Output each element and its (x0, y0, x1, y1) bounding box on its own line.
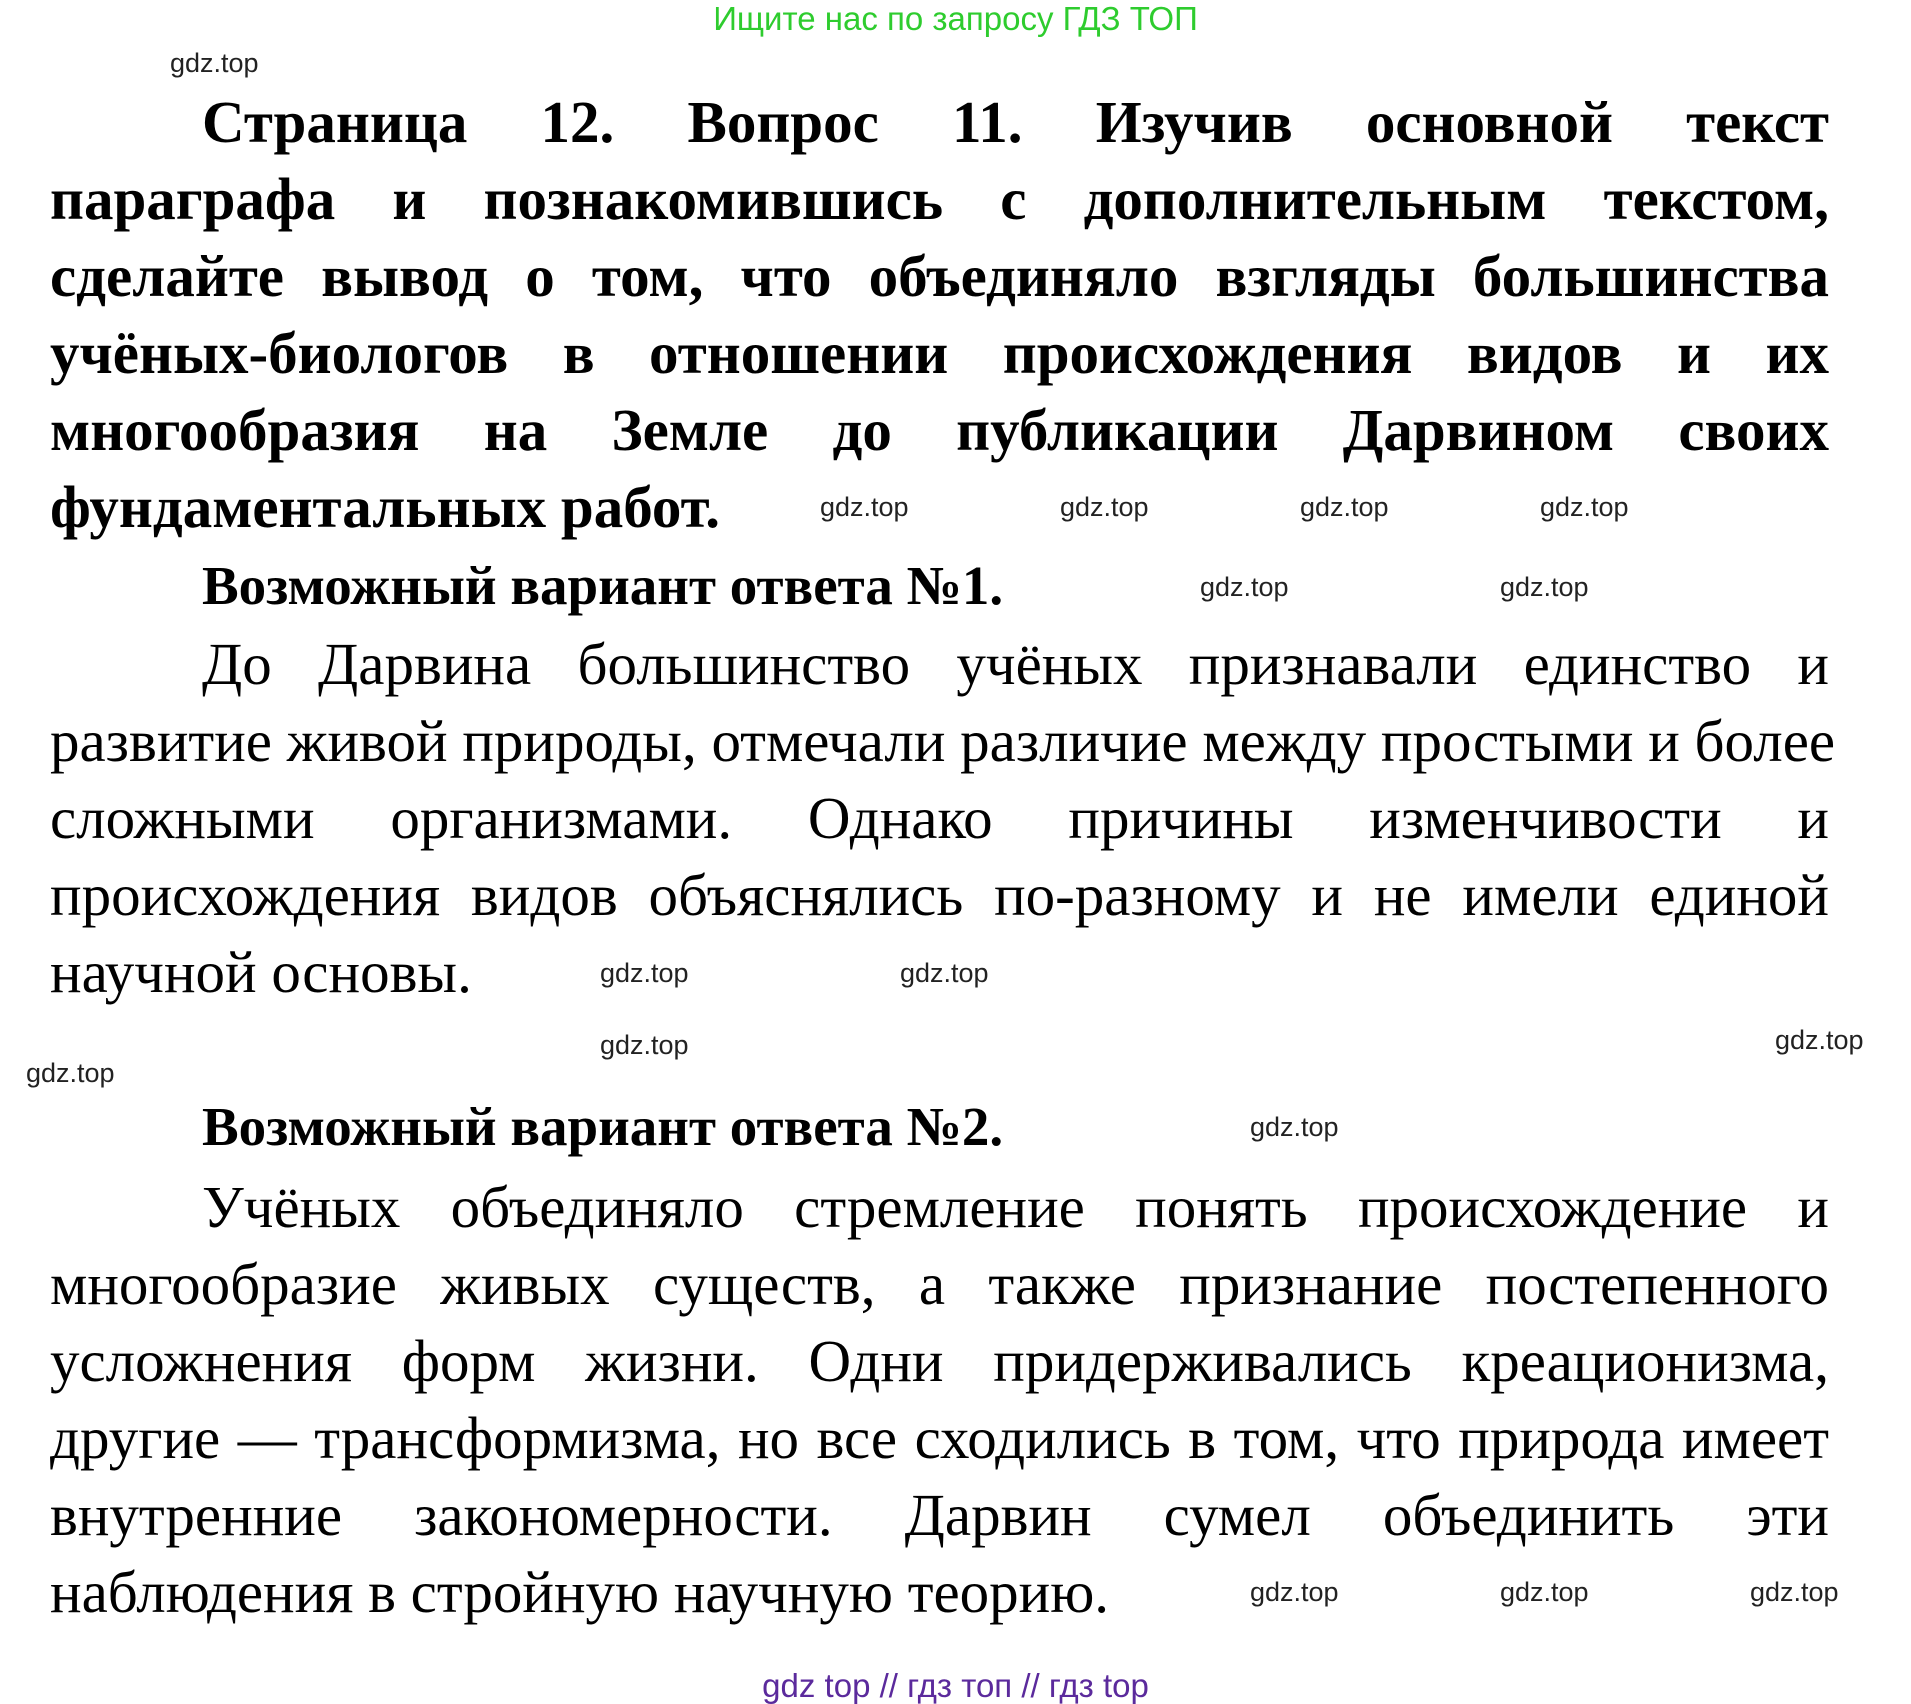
question-line: Страница 12. Вопрос 11. Изучив основной текст (202, 89, 1829, 155)
watermark: gdz.top (1750, 1577, 1839, 1607)
watermark: gdz.top (600, 1030, 689, 1060)
answer-line: Учёных объединяло стремление понять происхождение и (202, 1174, 1829, 1240)
answer-line: До Дарвина большинство учёных признавали единство и (202, 631, 1829, 697)
answer-line: происхождения видов объяснялись по-разному и не имели единой (50, 862, 1829, 928)
question-line: фундаментальных работ. (50, 474, 720, 540)
answer1-text (50, 626, 1836, 1011)
answer-line: усложнения форм жизни. Одни придерживались креационизма, (50, 1328, 1829, 1394)
watermark: gdz.top (1300, 492, 1389, 522)
question-line: учёных-биологов в отношении происхождения видов и их (50, 320, 1829, 386)
answer-line: развитие живой природы, отмечали различие между простыми и более (50, 708, 1836, 774)
question-line: сделайте вывод о том, что объединяло взгляды большинства (50, 243, 1829, 309)
answer1-title: Возможный вариант ответа №1. (202, 555, 1004, 616)
answer2-text (50, 1169, 1829, 1631)
answer-line: другие — трансформизма, но все сходились в том, что природа имеет (50, 1405, 1829, 1471)
answer-line: наблюдения в стройную научную теорию. (50, 1559, 1110, 1625)
watermark: gdz.top (900, 958, 989, 988)
watermark: gdz.top (1540, 492, 1629, 522)
answer2-title: Возможный вариант ответа №2. (202, 1096, 1004, 1157)
watermark: gdz.top (820, 492, 909, 522)
answer-line: многообразие живых существ, а также признание постепенного (50, 1251, 1829, 1317)
answer-line: научной основы. (50, 939, 472, 1005)
watermark: gdz.top (1500, 572, 1589, 602)
watermark: gdz.top (26, 1058, 115, 1088)
watermark: gdz.top (1775, 1025, 1864, 1055)
watermark: gdz.top (1250, 1112, 1339, 1142)
answer-line: сложными организмами. Однако причины изменчивости и (50, 785, 1829, 851)
question-line: многообразия на Земле до публикации Дарвином своих (50, 397, 1829, 463)
question-line: параграфа и познакомившись с дополнительным текстом, (50, 166, 1829, 232)
watermark: gdz.top (1060, 492, 1149, 522)
answer-line: внутренние закономерности. Дарвин сумел объединить эти (50, 1482, 1829, 1548)
search-hint: Ищите нас по запросу ГДЗ ТОП (713, 0, 1198, 37)
footer-links: gdz top // гдз топ // гдз top (762, 1667, 1149, 1704)
watermark: gdz.top (600, 958, 689, 988)
watermark: gdz.top (1500, 1577, 1589, 1607)
question-text (50, 84, 1829, 546)
watermark: gdz.top (1200, 572, 1289, 602)
watermark: gdz.top (1250, 1577, 1339, 1607)
watermark: gdz.top (170, 48, 259, 78)
